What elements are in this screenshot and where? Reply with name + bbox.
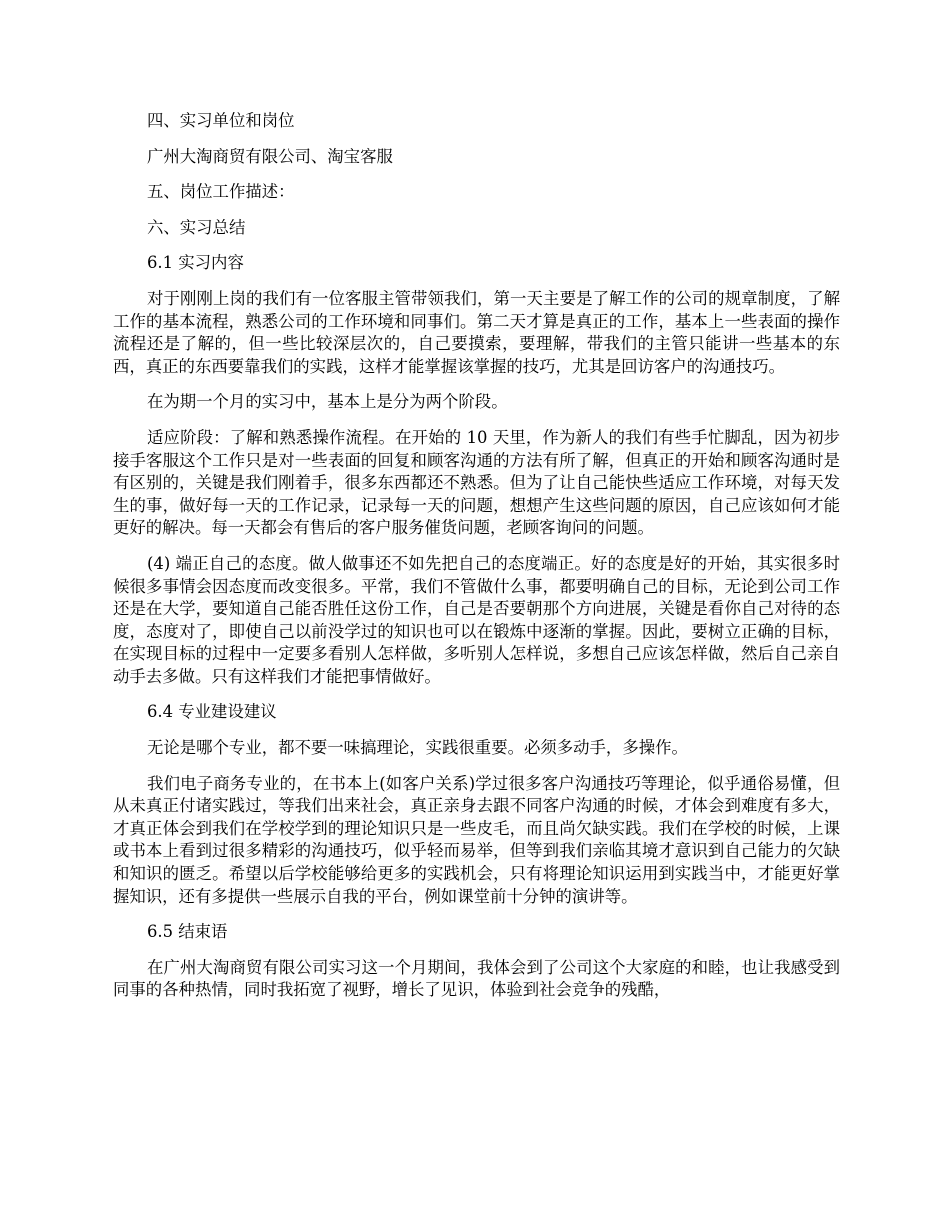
subsection-heading-content: 6.1 实习内容 — [147, 253, 244, 273]
section-heading-summary: 六、实习总结 — [147, 217, 246, 237]
paragraph-two-stages: 在为期一个月的实习中，基本上是分为两个阶段。 — [147, 392, 508, 412]
document-page — [113, 110, 840, 1015]
company-and-position: 广州大淘商贸有限公司、淘宝客服 — [147, 146, 393, 166]
paragraph-conclusion: 在广州大淘商贸有限公司实习这一个月期间，我体会到了公司这个大家庭的和睦，也让我感受到同事的各种热情，同时我拓宽了视野，增长了见识，体验到社会竞争的残酷， — [113, 957, 840, 1000]
subsection-heading-suggestions: 6.4 专业建设建议 — [147, 702, 277, 722]
paragraph-ecommerce-major: 我们电子商务专业的，在书本上(如客户关系)学过很多客户沟通技巧等理论，似乎通俗易懂，但从未真正付诸实践过，等我们出来社会，真正亲身去跟不同客户沟通的时候，才体会到难度有多大，才真正体会到我们在学校学到的理论知识只是一些皮毛，而且尚欠缺实践。我们在学校的时候，上课或书本上看到过很多精彩的沟通技巧，似乎轻而易举，但等到我们亲临其境才意识到自己能力的欠缺和知识的匮乏。希望以后学校能够给更多的实践机会，只有将理论知识运用到实践当中，才能更好掌握知识，还有多提供一些展示自我的平台，例如课堂前十分钟的演讲等。 — [113, 773, 840, 906]
paragraph-first-days: 对于刚刚上岗的我们有一位客服主管带领我们，第一天主要是了解工作的公司的规章制度，了解工作的基本流程，熟悉公司的工作环境和同事们。第二天才算是真正的工作，基本上一些表面的操作流程还是了解的，但一些比较深层次的，自己要摸索，要理解，带我们的主管只能讲一些基本的东西，真正的东西要靠我们的实践，这样才能掌握该掌握的技巧，尤其是回访客户的沟通技巧。 — [113, 288, 840, 376]
paragraph-attitude: (4) 端正自己的态度。做人做事还不如先把自己的态度端正。好的态度是好的开始，其实很多时候很多事情会因态度而改变很多。平常，我们不管做什么事，都要明确自己的目标，无论到公司工作还是在大学，要知道自己能否胜任这份工作，自己是否要朝那个方向进展，关键是看你自己对待的态度，态度对了，即使自己以前没学过的知识也可以在锻炼中逐渐的掌握。因此，要树立正确的目标，在实现目标的过程中一定要多看别人怎样做，多听别人怎样说，多想自己应该怎样做，然后自己亲自动手去多做。只有这样我们才能把事情做好。 — [113, 553, 840, 686]
paragraph-practice-importance: 无论是哪个专业，都不要一味搞理论，实践很重要。必须多动手，多操作。 — [147, 738, 688, 758]
section-heading-job-description: 五、岗位工作描述： — [147, 182, 295, 202]
paragraph-adaptation-stage: 适应阶段：了解和熟悉操作流程。在开始的 10 天里，作为新人的我们有些手忙脚乱，因为初步接手客服这个工作只是对一些表面的回复和顾客沟通的方法有所了解，但真正的开始和顾客沟通时是有区别的，关键是我们刚着手，很多东西都还不熟悉。但为了让自己能快些适应工作环境，对每天发生的事，做好每一天的工作记录，记录每一天的问题，想想产生这些问题的原因，自己应该如何才能更好的解决。每一天都会有售后的客户服务催货问题，老顾客询问的问题。 — [113, 427, 840, 538]
section-heading-internship-unit: 四、实习单位和岗位 — [147, 111, 295, 130]
subsection-heading-conclusion: 6.5 结束语 — [147, 922, 228, 942]
